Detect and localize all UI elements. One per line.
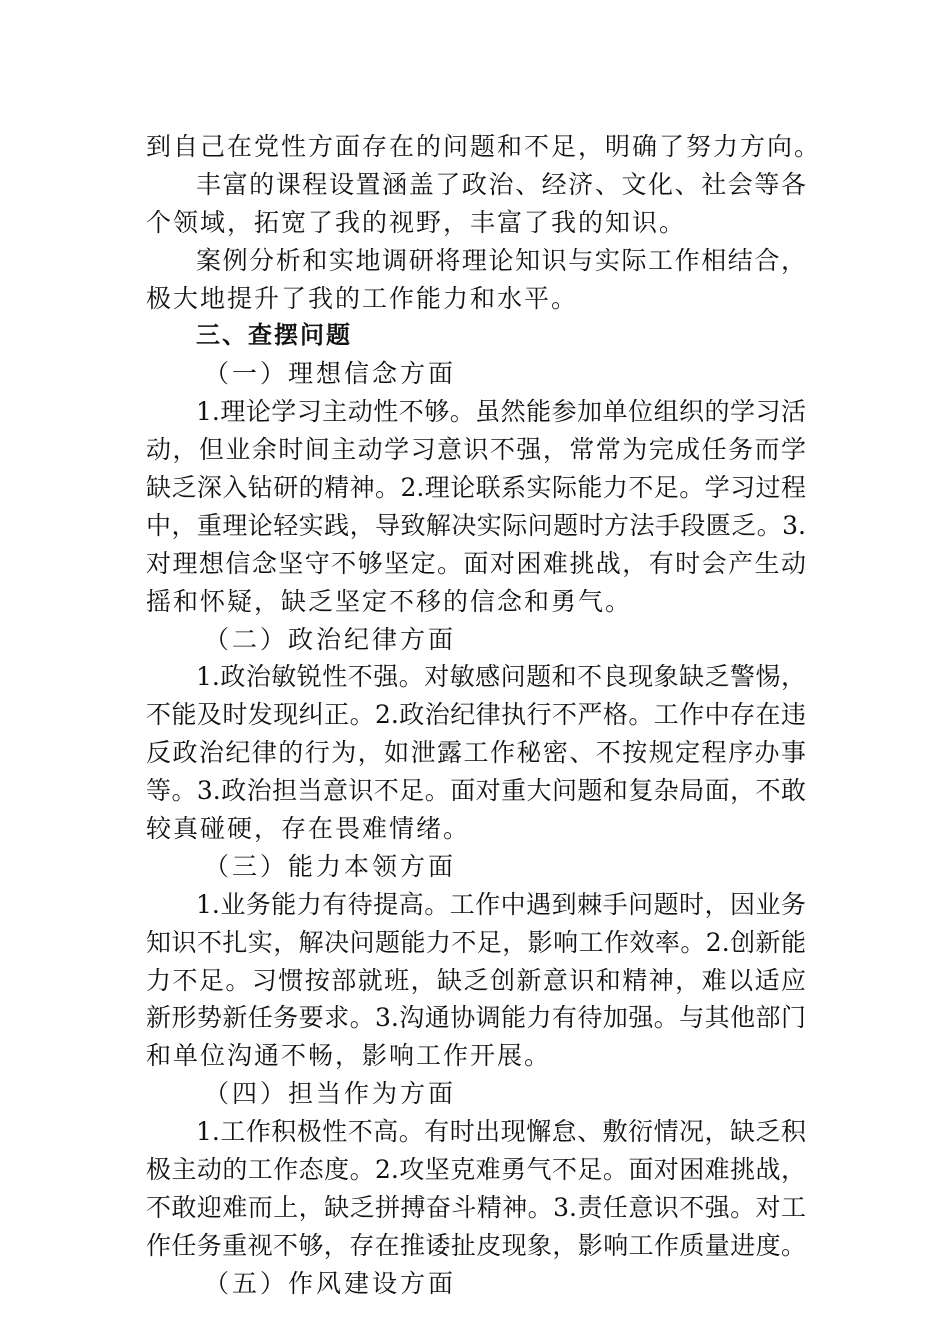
paragraph-line: 极大地提升了我的工作能力和水平。 (146, 283, 579, 313)
paragraph-line: 不能及时发现纠正。2.政治纪律执行不严格。工作中存在违 (146, 700, 806, 730)
paragraph-line: 案例分析和实地调研将理论知识与实际工作相结合， (196, 245, 806, 275)
paragraph-line: 极主动的工作态度。2.攻坚克难勇气不足。面对困难挑战， (146, 1155, 806, 1185)
paragraph-line: 新形势新任务要求。3.沟通协调能力有待加强。与其他部门 (146, 1003, 806, 1033)
paragraph-line: 和单位沟通不畅，影响工作开展。 (146, 1041, 552, 1071)
paragraph-line: 不敢迎难而上，缺乏拼搏奋斗精神。3.责任意识不强。对工 (146, 1192, 806, 1222)
paragraph-line: 动，但业余时间主动学习意识不强，常常为完成任务而学 (146, 435, 806, 465)
subsection-heading: （三）能力本领方面 (204, 851, 457, 881)
paragraph-line: 较真碰硬，存在畏难情绪。 (146, 814, 471, 844)
paragraph-line: 丰富的课程设置涵盖了政治、经济、文化、社会等各 (196, 169, 806, 199)
paragraph-line: 1.政治敏锐性不强。对敏感问题和不良现象缺乏警惕， (196, 662, 806, 692)
paragraph-line: 等。3.政治担当意识不足。面对重大问题和复杂局面，不敢 (146, 776, 806, 806)
paragraph-line: 缺乏深入钻研的精神。2.理论联系实际能力不足。学习过程 (146, 473, 806, 503)
document-body (146, 128, 822, 1303)
paragraph-line: 知识不扎实，解决问题能力不足，影响工作效率。2.创新能 (146, 927, 806, 957)
paragraph-line: 中，重理论轻实践，导致解决实际问题时方法手段匮乏。3. (146, 510, 806, 540)
paragraph-line: 1.工作积极性不高。有时出现懈怠、敷衍情况，缺乏积 (196, 1117, 806, 1147)
subsection-heading: （一）理想信念方面 (204, 359, 457, 389)
paragraph-line: 到自己在党性方面存在的问题和不足，明确了努力方向。 (146, 132, 822, 161)
subsection-heading: （二）政治纪律方面 (204, 624, 457, 654)
paragraph-line: 力不足。习惯按部就班，缺乏创新意识和精神，难以适应 (146, 965, 806, 995)
paragraph-line: 1.理论学习主动性不够。虽然能参加单位组织的学习活 (196, 397, 806, 427)
paragraph-line: 反政治纪律的行为，如泄露工作秘密、不按规定程序办事 (146, 738, 806, 768)
subsection-heading: （四）担当作为方面 (204, 1079, 457, 1109)
paragraph-line: 对理想信念坚守不够坚定。面对困难挑战，有时会产生动 (146, 548, 806, 578)
paragraph-line: 摇和怀疑，缺乏坚定不移的信念和勇气。 (146, 586, 633, 616)
section-heading: 三、查摆问题 (196, 321, 352, 350)
subsection-heading: （五）作风建设方面 (204, 1268, 457, 1298)
paragraph-line: 作任务重视不够，存在推诿扯皮现象，影响工作质量进度。 (146, 1230, 806, 1260)
paragraph-line: 1.业务能力有待提高。工作中遇到棘手问题时，因业务 (196, 889, 806, 919)
paragraph-line: 个领域，拓宽了我的视野，丰富了我的知识。 (146, 207, 687, 237)
